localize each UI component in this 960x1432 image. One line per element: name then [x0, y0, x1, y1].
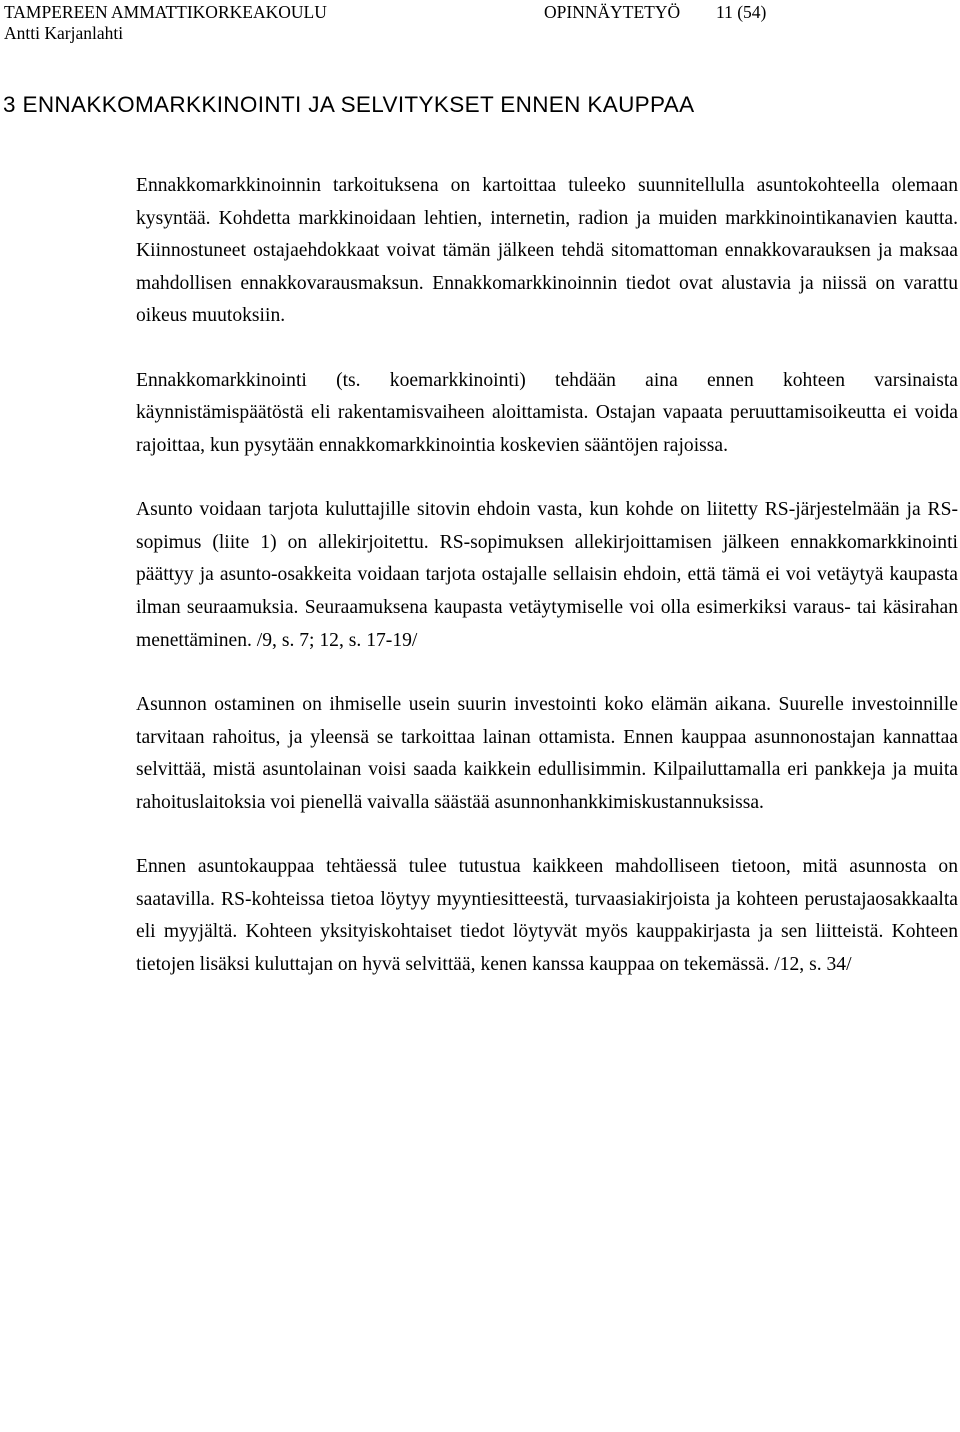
header-document-type: OPINNÄYTETYÖ — [544, 2, 681, 22]
header-top-row — [4, 2, 944, 23]
paragraph-financing: Asunnon ostaminen on ihmiselle usein suurin investointi koko elämän aikana. Suurelle investoinnille tarvitaan rahoitus, ja yleensä se tarkoittaa lainan ottamista. Ennen kauppaa asunnonostajan kannattaa selvittää, mistä asuntolainan voisi saada kaikkein edullisimmin. Kilpailuttamalla eri pankkeja ja muita rahoituslaitoksia voi pienellä vaivalla säästää asunnonhankkimiskustannuksissa. — [136, 694, 958, 813]
header-author: Antti Karjanlahti — [4, 23, 124, 43]
paragraph-test-marketing: Ennakkomarkkinointi (ts. koemarkkinointi) tehdään aina ennen kohteen varsinaista käynnistämispäätöstä eli rakentamisvaiheen aloittamista. Ostajan vapaata peruuttamisoikeutta ei voida rajoittaa, kun pysytään ennakkomarkkinointia koskevien sääntöjen rajoissa. — [136, 369, 958, 456]
page-header — [4, 2, 944, 44]
paragraph-information-sources: Ennen asuntokauppaa tehtäessä tulee tutustua kaikkeen mahdolliseen tietoon, mitä asunnosta on saatavilla. RS-kohteissa tietoa löytyy myyntiesitteestä, turvaasiakirjoista ja kohteen perustajaosakkaalta eli myyjältä. Kohteen yksityiskohtaiset tiedot löytyvät myös kauppakirjasta ja sen liitteistä. Kohteen tietojen lisäksi kuluttajan on hyvä selvittää, kenen kanssa kauppaa on tekemässä. /12, s. 34/ — [136, 856, 958, 975]
paragraph-binding-offer: Asunto voidaan tarjota kuluttajille sitovin ehdoin vasta, kun kohde on liitetty RS-järjestelmään ja RS-sopimus (liite 1) on allekirjoitettu. RS-sopimuksen allekirjoittamisen jälkeen ennakkomarkkinointi päättyy ja asunto-osakkeita voidaan tarjota ostajalle sellaisin ehdoin, että tämä ei voi vetäytyä kaupasta ilman seuraamuksia. Seuraamuksena kaupasta vetäytymiselle voi olla esimerkiksi varaus- tai käsirahan menettäminen. /9, s. 7; 12, s. 17-19/ — [136, 499, 958, 651]
body-text — [136, 170, 958, 981]
header-page-number: 11 (54) — [716, 2, 767, 22]
chapter-title: 3 ENNAKKOMARKKINOINTI JA SELVITYKSET ENNEN KAUPPAA — [3, 92, 695, 117]
header-school-name: TAMPEREEN AMMATTIKORKEAKOULU — [4, 2, 327, 22]
paragraph-pre-marketing-purpose: Ennakkomarkkinoinnin tarkoituksena on kartoittaa tuleeko suunnitellulla asuntokohteella olemaan kysyntää. Kohdetta markkinoidaan lehtien, internetin, radion ja muiden markkinointikanavien kautta. Kiinnostuneet ostajaehdokkaat voivat tämän jälkeen tehdä sitomattoman ennakkovarauksen ja maksaa mahdollisen ennakkovarausmaksun. Ennakkomarkkinoinnin tiedot ovat alustavia ja niissä on varattu oikeus muutoksiin. — [136, 175, 958, 327]
